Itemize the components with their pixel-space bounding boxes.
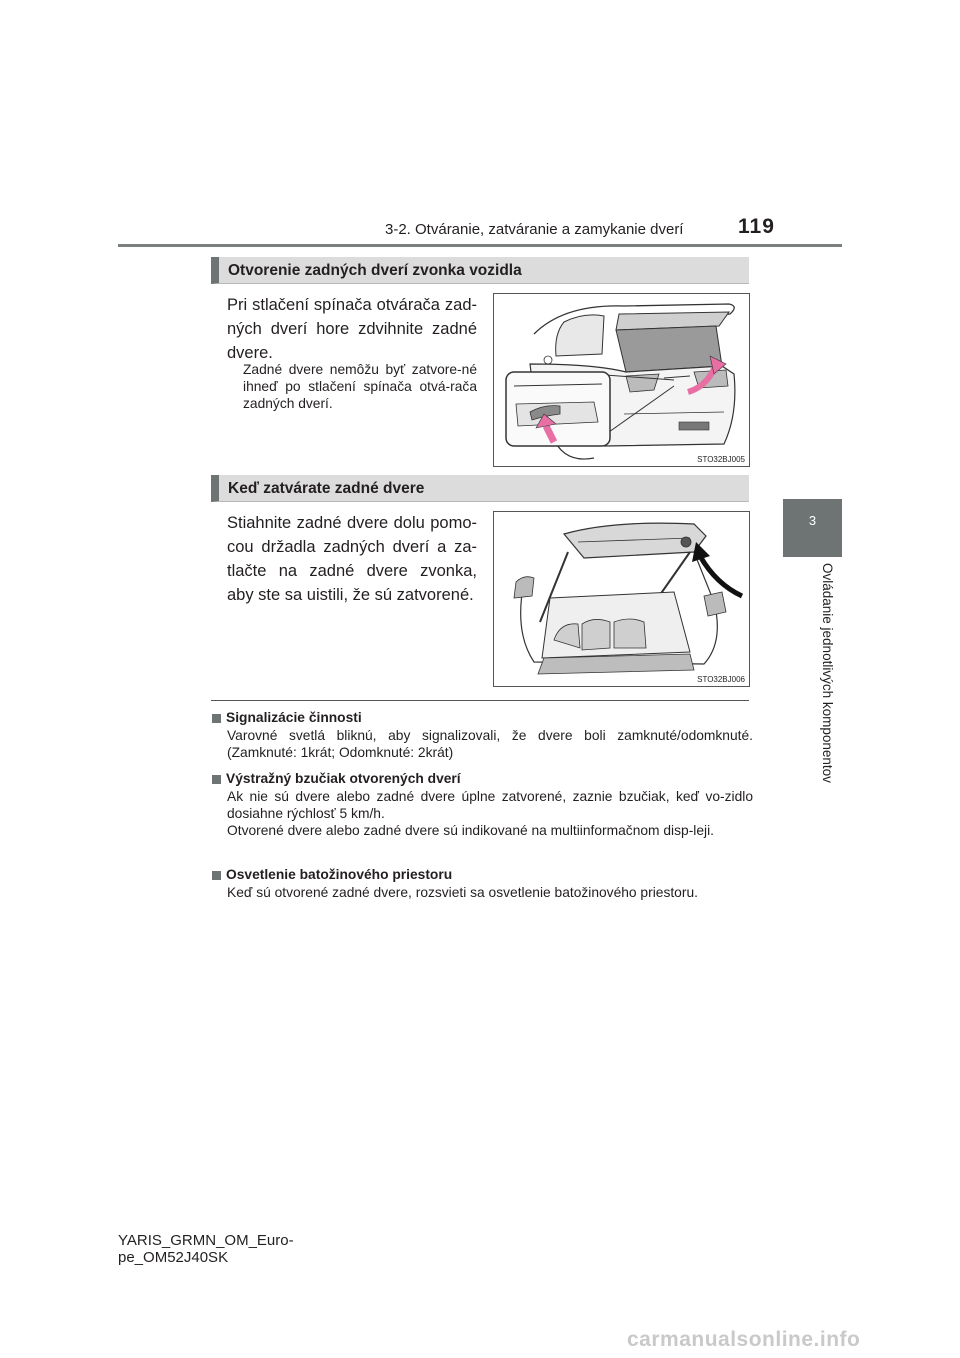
footer-doc-id xyxy=(118,1232,294,1266)
info-title: Výstražný bzučiak otvorených dverí xyxy=(226,771,461,786)
info-body: Keď sú otvorené zadné dvere, rozsvieti sa osvetlenie batožinového priestoru. xyxy=(227,885,698,900)
info-body: Varovné svetlá bliknú, aby signalizovali, že dvere boli zamknuté/odomknuté. (Zamknuté: 1krát; Odomknuté: 2krát) xyxy=(227,728,753,760)
info-body-2: Otvorené dvere alebo zadné dvere sú indikované na multiinformačnom disp-leji. xyxy=(227,823,714,838)
section-heading-text: Otvorenie zadných dverí zvonka vozidla xyxy=(228,262,522,279)
info-title: Signalizácie činnosti xyxy=(226,710,362,725)
note-text-open: Zadné dvere nemôžu byť zatvore-né ihneď po stlačení spínača otvá-rača zadných dverí. xyxy=(243,362,477,411)
car-rear-open-drawing xyxy=(494,294,749,466)
header-divider xyxy=(118,244,842,247)
info-item-signals xyxy=(211,709,753,761)
instruction-text-close: Stiahnite zadné dvere dolu pomo-cou držadla zadných dverí a za-tlačte na zadné dvere zvonka, aby ste sa uistili, že sú zatvorené. xyxy=(227,514,477,604)
chapter-title-vertical: Ovládanie jednotlivých komponentov xyxy=(820,563,835,783)
watermark: carmanualsonline.info xyxy=(627,1328,861,1351)
figure-code: STO32BJ005 xyxy=(697,455,745,464)
info-item-lighting xyxy=(211,866,753,901)
chapter-tab xyxy=(783,499,842,557)
car-rear-closing-drawing xyxy=(494,512,749,686)
instruction-text-open: Pri stlačení spínača otvárača zad-ných dverí hore zdvihnite zadné dvere. xyxy=(227,296,477,362)
illustration-tailgate-close xyxy=(493,511,750,687)
header-section-title: 3-2. Otváranie, zatváranie a zamykanie dverí xyxy=(385,221,684,238)
figure-code: STO32BJ006 xyxy=(697,675,745,684)
info-body: Ak nie sú dvere alebo zadné dvere úplne zatvorené, zaznie bzučiak, keď vo-zidlo dosiahne rýchlosť 5 km/h. xyxy=(227,789,753,821)
footer-line-2: pe_OM52J40SK xyxy=(118,1249,229,1266)
footer-line-1: YARIS_GRMN_OM_Euro- xyxy=(118,1232,294,1249)
bullet-square-icon xyxy=(212,775,221,784)
info-title: Osvetlenie batožinového priestoru xyxy=(226,867,453,882)
section-heading-close xyxy=(211,475,749,502)
bullet-square-icon xyxy=(212,714,221,723)
info-item-buzzer xyxy=(211,770,753,839)
section-heading-text: Keď zatvárate zadné dvere xyxy=(228,480,425,497)
section-heading-open-outside xyxy=(211,257,749,284)
chapter-tab-number: 3 xyxy=(808,513,817,528)
info-divider xyxy=(211,700,749,701)
bullet-square-icon xyxy=(212,871,221,880)
illustration-tailgate-open xyxy=(493,293,750,467)
page-number: 119 xyxy=(738,215,775,238)
